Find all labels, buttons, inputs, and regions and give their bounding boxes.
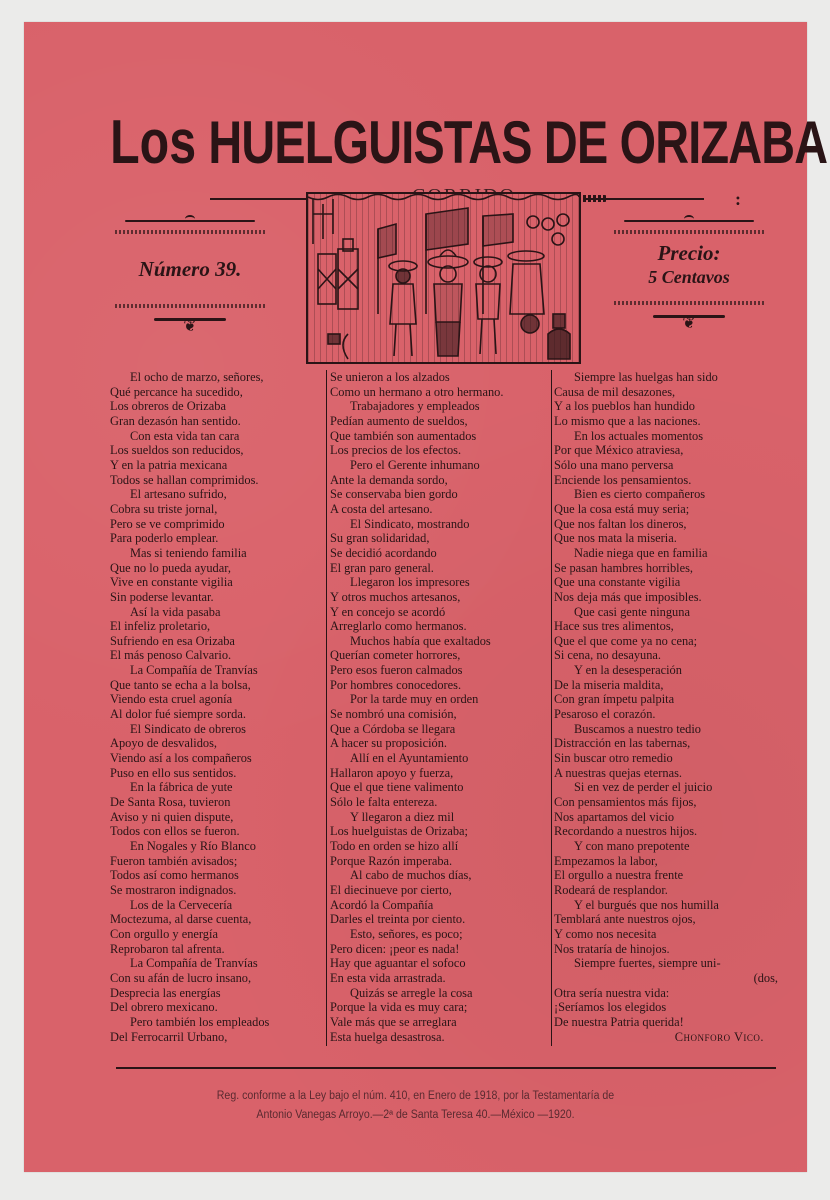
verse-line: Esto, señores, es poco; bbox=[350, 926, 463, 941]
verse-line: Vale más que se arreglara bbox=[330, 1014, 457, 1029]
verse-line: Desprecia las energías bbox=[110, 985, 221, 1000]
verse-line: Sin poderse levantar. bbox=[110, 589, 214, 604]
price-value: 5 Centavos bbox=[648, 267, 730, 288]
verse-line: De nuestra Patria querida! bbox=[554, 1014, 684, 1029]
wavy-rule bbox=[614, 301, 764, 305]
verse-line: Se decidió acordando bbox=[330, 545, 437, 560]
verse-line: Lo mismo que a las naciones. bbox=[554, 413, 701, 428]
verse-line: Arreglarlo como hermanos. bbox=[330, 619, 467, 634]
fleuron-icon bbox=[154, 318, 226, 334]
fleuron-icon bbox=[653, 315, 725, 331]
verse-line: Temblará ante nuestros ojos, bbox=[554, 912, 696, 927]
verse-line: Si en vez de perder el juicio bbox=[574, 780, 713, 795]
woodcut-illustration bbox=[306, 192, 581, 364]
verse-line: El diecinueve por cierto, bbox=[330, 882, 452, 897]
verse-line: Con pensamientos más fijos, bbox=[554, 795, 697, 810]
poem-column-1 bbox=[110, 370, 310, 1044]
verse-line: Con su afán de lucro insano, bbox=[110, 970, 252, 985]
verse-line: Se unieron a los alzados bbox=[330, 370, 450, 384]
verse-line: Pero se ve comprimido bbox=[110, 516, 225, 531]
verse-line: Por hombres conocedores. bbox=[330, 677, 462, 692]
verse-line: Otra sería nuestra vida: bbox=[554, 985, 670, 1000]
verse-line: Todos se hallan comprimidos. bbox=[110, 472, 259, 487]
imprint-footer bbox=[55, 1087, 775, 1125]
verse-line: Para poderlo emplear. bbox=[110, 531, 219, 546]
verse-line: Buscamos a nuestro tedio bbox=[574, 721, 701, 736]
verse-line: Y a los pueblos han hundido bbox=[554, 399, 695, 414]
colon-mark: : bbox=[735, 189, 741, 209]
verse-line: Que no lo pueda ayudar, bbox=[110, 560, 231, 575]
verse-line: Al dolor fué siempre sorda. bbox=[110, 707, 246, 722]
verse-line: El infeliz proletario, bbox=[110, 619, 211, 634]
verse-line: De la miseria maldita, bbox=[554, 677, 664, 692]
verse-line: Y otros muchos artesanos, bbox=[330, 589, 461, 604]
verse-line: Que nos mata la miseria. bbox=[554, 531, 677, 546]
verse-line: Que nos faltan los dineros, bbox=[554, 516, 687, 531]
verse-line: En Nogales y Río Blanco bbox=[130, 839, 256, 853]
verse-line: Como un hermano a otro hermano. bbox=[330, 384, 504, 399]
broadside-page bbox=[24, 22, 828, 1172]
verse-line: Su gran solidaridad, bbox=[330, 531, 430, 546]
verse-line: Llegaron los impresores bbox=[350, 575, 470, 590]
verse-line: Todo en orden se hizo allí bbox=[330, 839, 459, 853]
verse-line: Del Ferrocarril Urbano, bbox=[110, 1029, 228, 1044]
verse-line: Pero el Gerente inhumano bbox=[350, 457, 480, 472]
verse-line: Empezamos la labor, bbox=[554, 853, 658, 868]
verse-line: Ante la demanda sordo, bbox=[330, 472, 448, 487]
verse-line: Cobra su triste jornal, bbox=[110, 501, 218, 516]
verse-line: Del obrero mexicano. bbox=[110, 1000, 218, 1015]
swash-ornament-icon bbox=[624, 218, 754, 224]
verse-line: Hay que aguantar el sofoco bbox=[330, 956, 466, 971]
verse-line: Y el burgués que nos humilla bbox=[574, 897, 719, 912]
verse-line: Quizás se arregle la cosa bbox=[350, 985, 473, 1000]
verse-line: Fueron también avisados; bbox=[110, 853, 238, 868]
verse-line: Pesaroso el corazón. bbox=[554, 707, 656, 722]
column-divider bbox=[326, 370, 327, 1046]
verse-line: Con orgullo y energía bbox=[110, 926, 218, 941]
verse-line: De Santa Rosa, tuvieron bbox=[110, 795, 231, 810]
verse-line: Y como nos necesita bbox=[554, 926, 657, 941]
title-prefix: Los bbox=[110, 108, 197, 177]
verse-line: Acordó la Compañía bbox=[330, 897, 434, 912]
verse-line: Por la tarde muy en orden bbox=[350, 692, 479, 707]
verse-line: Y en concejo se acordó bbox=[330, 604, 446, 619]
footer-rule bbox=[116, 1067, 776, 1069]
verse-line: Y en la desesperación bbox=[574, 663, 682, 678]
verse-line: En la fábrica de yute bbox=[130, 780, 233, 795]
verse-line: Mas si teniendo familia bbox=[130, 545, 247, 560]
verse-line: Distracción en las tabernas, bbox=[554, 736, 691, 751]
price-label: Precio: bbox=[657, 241, 721, 265]
verse-line: (dos, bbox=[753, 970, 778, 985]
verse-line: Se mostraron indignados. bbox=[110, 882, 237, 897]
verse-line: Al cabo de muchos días, bbox=[350, 868, 472, 883]
verse-line: El Sindicato, mostrando bbox=[350, 516, 470, 531]
issue-number: Número 39. bbox=[138, 257, 242, 281]
wavy-rule bbox=[115, 230, 265, 234]
imprint-line-1: Reg. conforme a la Ley bajo el núm. 410, en Enero de 1918, por la Testamentaría de bbox=[216, 1090, 615, 1102]
verse-line: Apoyo de desvalidos, bbox=[110, 736, 218, 751]
verse-line: A nuestras quejas eternas. bbox=[554, 765, 682, 780]
verse-line: Con gran ímpetu palpita bbox=[554, 692, 675, 707]
title-main: HUELGUISTAS DE ORIZABA bbox=[208, 109, 828, 176]
verse-line: La Compañía de Tranvías bbox=[130, 663, 258, 678]
verse-line: Aviso y ni quien dispute, bbox=[110, 809, 234, 824]
verse-line: Por que México atraviesa, bbox=[554, 443, 684, 458]
verse-line: Viendo así a los compañeros bbox=[110, 751, 252, 766]
imprint-line-2: Antonio Vanegas Arroyo.—2ª de Santa Teresa 40.—México —1920. bbox=[256, 1109, 575, 1121]
verse-line: Todos así como hermanos bbox=[110, 868, 239, 883]
verse-line: Recordando a nuestros hijos. bbox=[554, 824, 698, 839]
verse-line: Muchos había que exaltados bbox=[350, 633, 491, 648]
verse-line: Siempre las huelgas han sido bbox=[574, 370, 718, 384]
verse-line: Pero dicen: ¡peor es nada! bbox=[330, 941, 460, 956]
verse-line: Allí en el Ayuntamiento bbox=[350, 751, 469, 766]
verse-line: Enciende los pensamientos. bbox=[554, 472, 692, 487]
column-divider bbox=[551, 370, 552, 1046]
verse-line: Si cena, no desayuna. bbox=[554, 648, 662, 663]
verse-line: Pero también los empleados bbox=[130, 1014, 270, 1029]
verse-line: El artesano sufrido, bbox=[130, 487, 227, 502]
verse-line: Hallaron apoyo y fuerza, bbox=[330, 765, 454, 780]
verse-line: Rodeará de resplandor. bbox=[554, 882, 668, 897]
verse-line: Y llegaron a diez mil bbox=[350, 809, 455, 824]
verse-line: Que el que come ya no cena; bbox=[554, 633, 698, 648]
verse-line: Reprobaron tal afrenta. bbox=[110, 941, 225, 956]
wavy-rule bbox=[115, 304, 265, 308]
verse-line: Los obreros de Orizaba bbox=[110, 399, 226, 414]
verse-line: Sólo le falta entereza. bbox=[330, 795, 438, 810]
verse-line: Qué percance ha sucedido, bbox=[110, 384, 243, 399]
verse-line: Nos deja más que imposibles. bbox=[554, 589, 702, 604]
verse-line: Que a Córdoba se llegara bbox=[330, 721, 456, 736]
verse-line: El más penoso Calvario. bbox=[110, 648, 232, 663]
verse-line: Viendo esta cruel agonía bbox=[110, 692, 233, 707]
verse-line: Los precios de los efectos. bbox=[330, 443, 462, 458]
verse-line: Bien es cierto compañeros bbox=[574, 487, 706, 502]
verse-line: El ocho de marzo, señores, bbox=[130, 370, 264, 384]
verse-line: Se pasan hambres horribles, bbox=[554, 560, 694, 575]
verse-line: Que casi gente ninguna bbox=[574, 604, 690, 619]
swash-ornament-icon bbox=[125, 218, 255, 224]
verse-line: A costa del artesano. bbox=[330, 501, 433, 516]
verse-line: Esta huelga desastrosa. bbox=[330, 1029, 445, 1044]
verse-line: Que tanto se echa a la bolsa, bbox=[110, 677, 251, 692]
verse-line: Hace sus tres alimentos, bbox=[554, 619, 674, 634]
verse-line: Darles el treinta por ciento. bbox=[330, 912, 466, 927]
verse-line: Nos apartamos del vicio bbox=[554, 809, 675, 824]
verse-line: Y con mano prepotente bbox=[574, 839, 690, 853]
verse-line: Los huelguistas de Orizaba; bbox=[330, 824, 468, 839]
verse-line: En los actuales momentos bbox=[574, 428, 704, 443]
verse-line: Y en la patria mexicana bbox=[110, 457, 228, 472]
verse-line: ¡Seríamos los elegidos bbox=[554, 1000, 667, 1015]
verse-line: Causa de mil desazones, bbox=[554, 384, 676, 399]
verse-line: Pero esos fueron calmados bbox=[330, 663, 463, 678]
verse-line: El Sindicato de obreros bbox=[130, 721, 246, 736]
verse-line: Los sueldos son reducidos, bbox=[110, 443, 244, 458]
verse-line: Porque la vida es muy cara; bbox=[330, 1000, 468, 1015]
verse-line: En esta vida arrastrada. bbox=[330, 970, 446, 985]
verse-line: Querían cometer horrores, bbox=[330, 648, 461, 663]
verse-line: Puso en ello sus sentidos. bbox=[110, 765, 237, 780]
issue-number-block bbox=[110, 218, 270, 334]
verse-line: El gran paro general. bbox=[330, 560, 434, 575]
verse-line: Porque Razón imperaba. bbox=[330, 853, 453, 868]
verse-line: Siempre fuertes, siempre uni- bbox=[574, 956, 721, 971]
author-signature: Chonforo Vico. bbox=[674, 1029, 764, 1044]
verse-line: Moctezuma, al darse cuenta, bbox=[110, 912, 252, 927]
verse-line: Sufriendo en esa Orizaba bbox=[110, 633, 235, 648]
verse-line: Nadie niega que en familia bbox=[574, 545, 708, 560]
verse-line: Pedían aumento de sueldos, bbox=[330, 413, 468, 428]
verse-line: Que también son aumentados bbox=[330, 428, 477, 443]
poem-column-3 bbox=[554, 370, 784, 1044]
verse-line: Nos trataría de hinojos. bbox=[554, 941, 670, 956]
page-title bbox=[110, 108, 828, 177]
verse-line: Que la cosa está muy seria; bbox=[554, 501, 690, 516]
verse-line: Se nombró una comisión, bbox=[330, 707, 457, 722]
verse-line: Con esta vida tan cara bbox=[130, 428, 240, 443]
verse-line: Que el que tiene valimento bbox=[330, 780, 464, 795]
price-block bbox=[609, 218, 769, 331]
verse-line: Todos con ellos se fueron. bbox=[110, 824, 240, 839]
verse-line: Así la vida pasaba bbox=[130, 604, 221, 619]
poem-column-2 bbox=[330, 370, 550, 1044]
decorative-rule-right bbox=[584, 198, 704, 200]
verse-line: Vive en constante vigilia bbox=[110, 575, 233, 590]
strikers-with-flags-icon bbox=[308, 194, 579, 362]
wavy-rule bbox=[614, 230, 764, 234]
verse-line: La Compañía de Tranvías bbox=[130, 956, 258, 971]
verse-line: Gran dezasón han sentido. bbox=[110, 413, 241, 428]
verse-line: Sin buscar otro remedio bbox=[554, 751, 673, 766]
verse-line: A hacer su proposición. bbox=[330, 736, 447, 751]
verse-line: Sólo una mano perversa bbox=[554, 457, 674, 472]
verse-line: Los de la Cervecería bbox=[130, 897, 233, 912]
verse-line: Trabajadores y empleados bbox=[350, 399, 480, 414]
verse-line: Que una constante vigilia bbox=[554, 575, 681, 590]
verse-line: Se conservaba bien gordo bbox=[330, 487, 458, 502]
verse-line: El orgullo a nuestra frente bbox=[554, 868, 684, 883]
